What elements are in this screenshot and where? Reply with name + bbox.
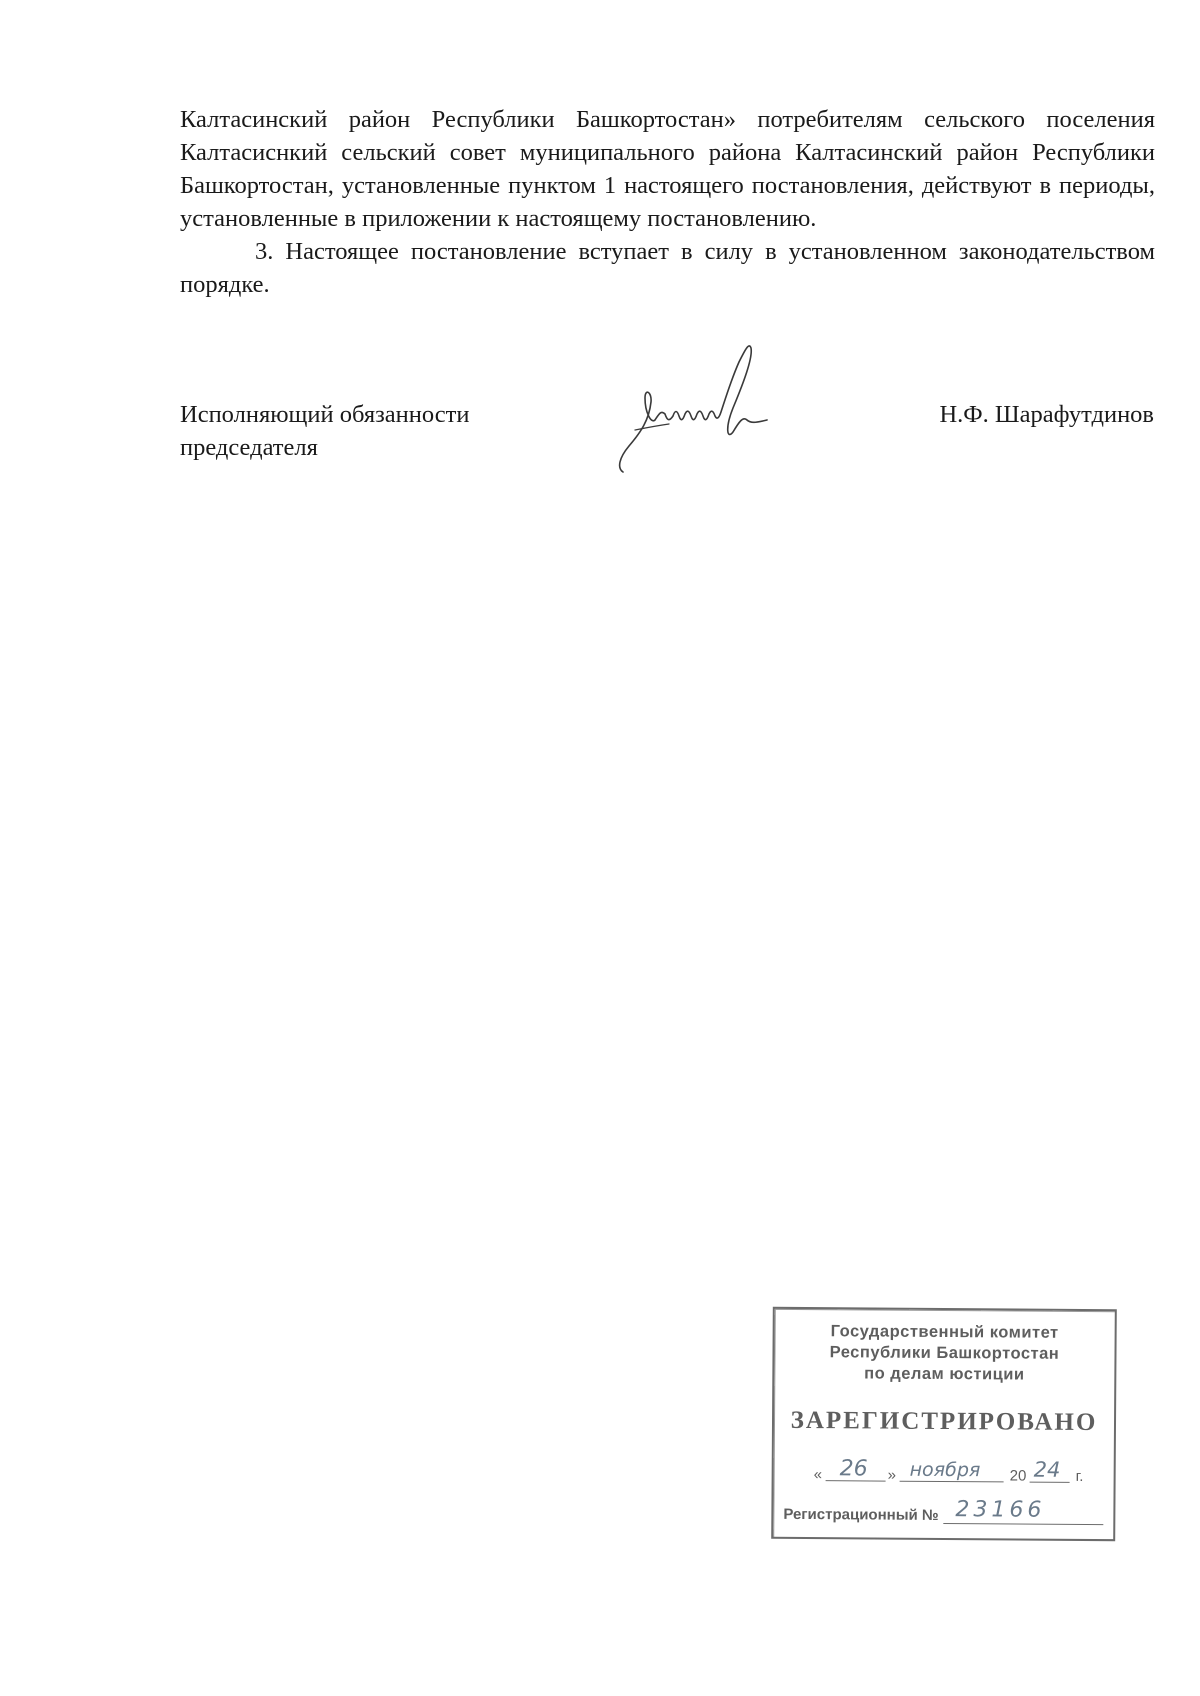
stamp-reg-label: Регистрационный № (783, 1505, 939, 1524)
stamp-year-suffix: 24 (1033, 1457, 1061, 1482)
stamp-org-line-1: Государственный комитет (830, 1322, 1059, 1342)
stamp-year-prefix: 20 (1009, 1467, 1027, 1485)
signer-title (180, 398, 469, 464)
document-body (180, 103, 1155, 301)
stamp-month: ноября (909, 1458, 981, 1482)
paragraph-tariff-periods: Калтасинский район Республики Башкортостан» потребителям сельского поселения Калтасиснкий сельский совет муниципального района Калтасинский район Республики Башкортостан, установленные пунктом 1 настоящего постановления, действуют в периоды, установленные в приложении к настоящему постановлению. (180, 106, 1155, 232)
stamp-org-line-3: по делам юстиции (864, 1364, 1025, 1384)
stamp-quote-close: » (887, 1466, 897, 1484)
handwritten-signature (615, 340, 795, 480)
registration-stamp (771, 1307, 1117, 1541)
stamp-day: 26 (839, 1456, 868, 1482)
signer-title-line-2: председателя (180, 434, 318, 461)
stamp-year-line (1030, 1482, 1070, 1483)
signature-stroke (620, 346, 767, 472)
stamp-year-unit: г. (1075, 1467, 1084, 1485)
stamp-org-line-2: Республики Башкортостан (829, 1343, 1060, 1363)
stamp-reg-number: 23166 (955, 1497, 1046, 1523)
stamp-reg-number-line (943, 1523, 1103, 1525)
signer-name: Н.Ф. Шарафутдинов (939, 401, 1154, 428)
stamp-quote-open: « (813, 1466, 823, 1484)
paragraph-entry-into-force: 3. Настоящее постановление вступает в силу в установленном законодательством порядке. (180, 238, 1155, 298)
stamp-organization (774, 1321, 1114, 1386)
stamp-registration-number-row (783, 1499, 1103, 1527)
stamp-date-row (814, 1457, 1104, 1485)
signer-title-line-1: Исполняющий обязанности (180, 401, 470, 428)
stamp-status: ЗАРЕГИСТРИРОВАНО (790, 1406, 1098, 1437)
signature-underline (635, 424, 669, 430)
